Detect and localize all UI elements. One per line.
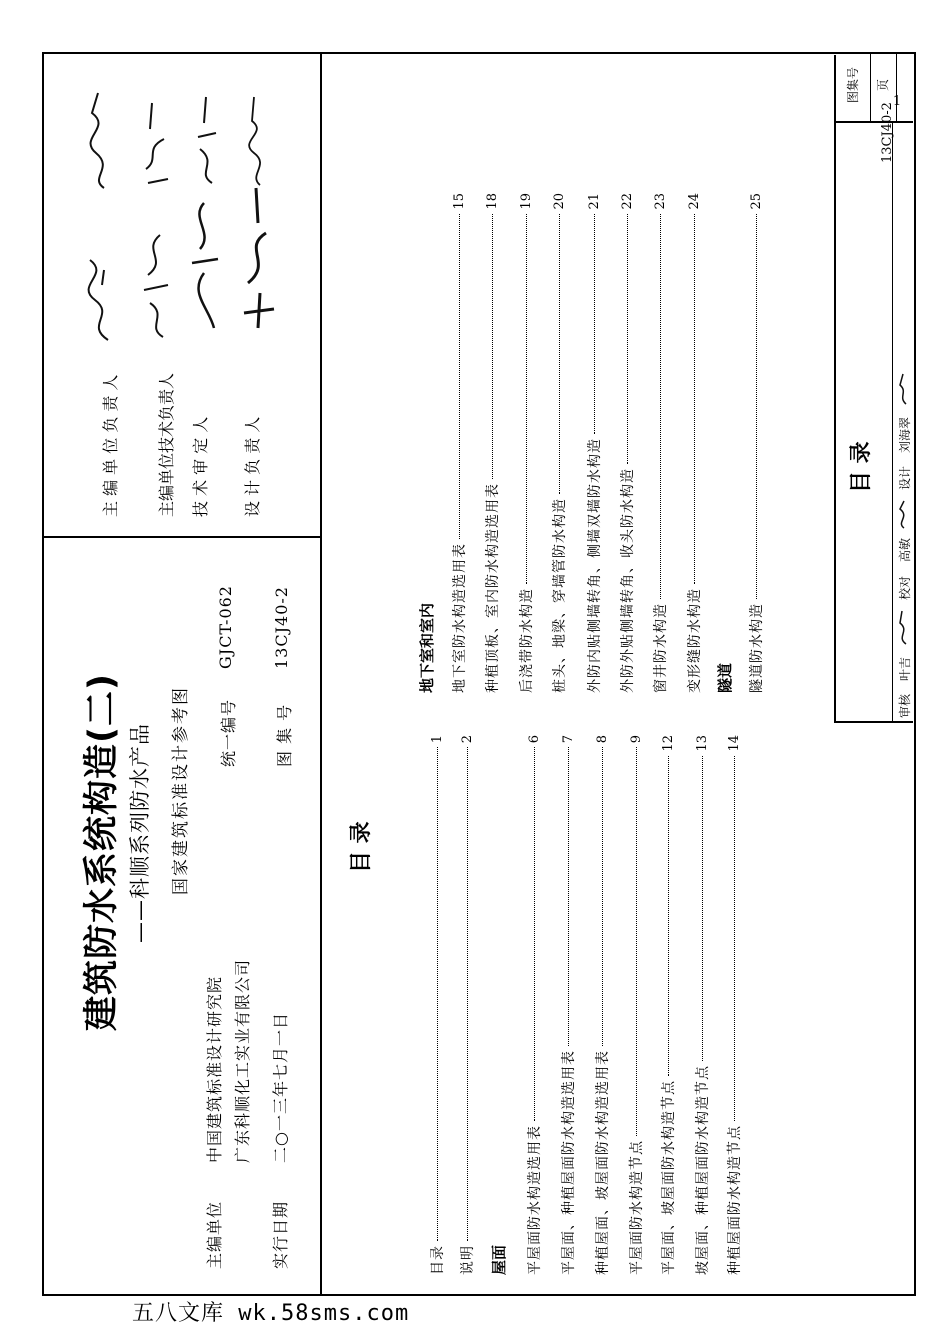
signature-4b (242, 83, 276, 193)
toc-title-left: 目 录 (349, 821, 374, 873)
toc-item[interactable]: 外防内贴侧墙转角、侧墙双墙防水构造 21 (586, 193, 603, 693)
toc-item[interactable]: 目录 1 (429, 735, 446, 1275)
tb-atlas-value: 13CJ40-2 (880, 102, 895, 164)
toc-item[interactable]: 种植屋面、坡屋面防水构造选用表 8 (594, 735, 611, 1275)
signatory-role-1: 主 编 单 位 负 责 人 (101, 374, 120, 517)
toc-item[interactable]: 桩头、地梁、穿墙管防水构造 20 (551, 193, 568, 693)
tb-design-label: 设计 (898, 466, 912, 491)
toc-item[interactable]: 说明 2 (459, 735, 476, 1275)
toc-item[interactable]: 地下室防水构造选用表 15 (451, 193, 468, 693)
atlas-label: 图 集 号 (275, 703, 294, 767)
signature-2b (140, 83, 174, 193)
title-block-info-line (870, 54, 871, 123)
signature-1a (80, 195, 120, 345)
toc-section-roof: 屋面 (490, 1244, 508, 1275)
org-2: 广东科顺化工实业有限公司 (233, 958, 252, 1163)
title-block-col-line (834, 121, 913, 123)
drawing-sheet (42, 52, 916, 1296)
toc-item[interactable]: 平屋面防水构造节点 9 (628, 735, 645, 1275)
tb-checker: 高敏 (898, 538, 912, 563)
tb-designer: 刘海翠 (898, 417, 912, 454)
toc-item[interactable]: 后浇带防水构造 19 (518, 193, 535, 693)
tb-review-signature (894, 607, 912, 647)
toc-item[interactable]: 坡屋面、种植屋面防水构造节点 13 (694, 735, 711, 1275)
atlas-value: 13CJ40-2 (272, 586, 291, 669)
title-block-row-line (892, 123, 893, 723)
tb-atlas-label: 图集号 (846, 67, 860, 104)
signature-4a (238, 183, 280, 333)
title-block-name: 目 录 (849, 441, 874, 493)
cover-subtitle: ——科顺系列防水产品 (128, 723, 152, 943)
signature-1b (84, 83, 118, 193)
signatory-role-2: 主编单位技术负责人 (157, 372, 176, 517)
toc-item[interactable]: 平屋面、种植屋面防水构造选用表 7 (560, 735, 577, 1275)
code-label: 统一编号 (219, 698, 238, 767)
toc-section-tunnel: 隧道 (716, 662, 734, 693)
toc-item[interactable]: 平屋面防水构造选用表 6 (526, 735, 543, 1275)
date-value: 二○一三年七月一日 (271, 1012, 290, 1163)
signature-2a (138, 195, 174, 345)
title-block-info-line-2 (896, 54, 897, 123)
cover-title: 建筑防水系统构造(二) (82, 673, 122, 1031)
org-1: 中国建筑标准设计研究院 (205, 975, 224, 1163)
date-label: 实行日期 (271, 1200, 290, 1269)
toc-item[interactable]: 隧道防水构造 25 (748, 193, 765, 693)
toc-item[interactable]: 种植屋面防水构造节点 14 (726, 735, 743, 1275)
cover-subtitle-2: 国家建筑标准设计参考图 (171, 686, 191, 895)
tb-page-label: 页 (876, 79, 890, 92)
org-label: 主编单位 (205, 1200, 224, 1269)
rotated-content (44, 54, 913, 1293)
toc-item[interactable]: 窗井防水构造 23 (652, 193, 669, 693)
signature-3b (190, 83, 222, 193)
toc-item[interactable]: 种植顶板、室内防水构造选用表 18 (484, 193, 501, 693)
toc-item[interactable]: 平屋面、坡屋面防水构造节点 12 (660, 735, 677, 1275)
signatory-role-4: 设 计 负 责 人 (243, 416, 262, 517)
signatory-role-3: 技 术 审 定 人 (191, 416, 210, 517)
tb-check-label: 校对 (898, 576, 912, 601)
tb-reviewer: 叶吉 (898, 657, 912, 682)
signature-3a (184, 193, 224, 333)
code-value: GJCT-062 (216, 585, 235, 669)
watermark-footer: 五八文库 wk.58sms.com (132, 1301, 410, 1326)
tb-check-signature (894, 497, 912, 531)
tb-design-signature (894, 371, 912, 407)
toc-item[interactable]: 变形缝防水构造 24 (686, 193, 703, 693)
tb-review-label: 审核 (898, 694, 912, 719)
toc-section-basement: 地下室和室内 (418, 602, 436, 693)
tb-page-value: 1 (892, 94, 902, 109)
toc-item[interactable]: 外防外贴侧墙转角、收头防水构造 22 (619, 193, 636, 693)
